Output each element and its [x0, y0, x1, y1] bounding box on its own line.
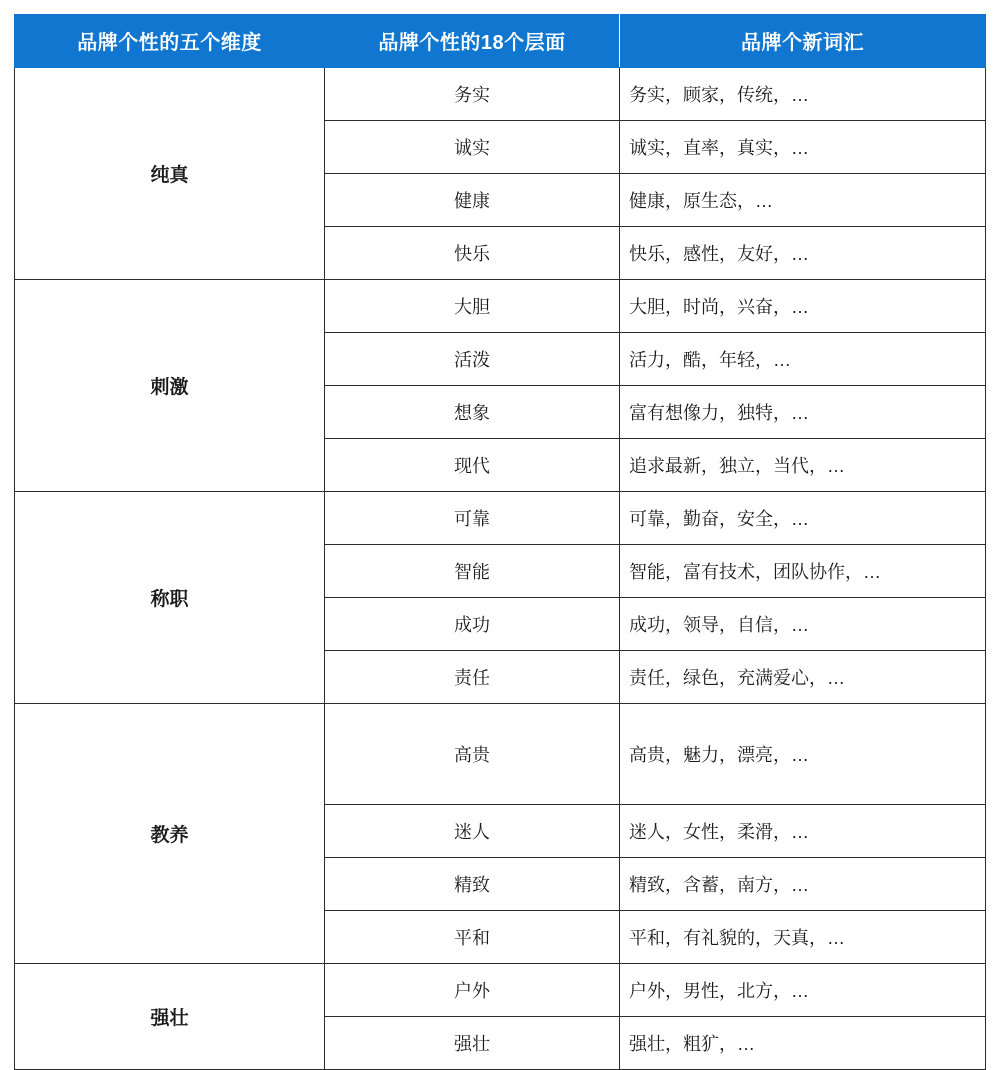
- facet-cell: 现代: [325, 439, 620, 492]
- words-cell: 高贵，魅力，漂亮，…: [620, 704, 986, 805]
- dimension-cell: 称职: [15, 492, 325, 704]
- facet-cell: 想象: [325, 386, 620, 439]
- header-row: [15, 15, 986, 68]
- facet-cell: 智能: [325, 545, 620, 598]
- facet-cell: 成功: [325, 598, 620, 651]
- words-cell: 可靠，勤奋，安全，…: [620, 492, 986, 545]
- words-cell: 诚实，直率，真实，…: [620, 121, 986, 174]
- facet-cell: 强壮: [325, 1017, 620, 1070]
- facet-cell: 健康: [325, 174, 620, 227]
- dimension-cell: 纯真: [15, 68, 325, 280]
- words-cell: 智能，富有技术，团队协作，…: [620, 545, 986, 598]
- facet-cell: 责任: [325, 651, 620, 704]
- table-body: [15, 68, 986, 1070]
- dimension-cell: 刺激: [15, 280, 325, 492]
- facet-cell: 户外: [325, 964, 620, 1017]
- words-cell: 健康，原生态，…: [620, 174, 986, 227]
- words-cell: 精致，含蓄，南方，…: [620, 858, 986, 911]
- table-header: [15, 15, 986, 68]
- facet-cell: 快乐: [325, 227, 620, 280]
- dimension-cell: 强壮: [15, 964, 325, 1070]
- column-header-words: 品牌个新词汇: [620, 15, 986, 68]
- brand-personality-table: [14, 14, 986, 1070]
- facet-cell: 高贵: [325, 704, 620, 805]
- words-cell: 迷人，女性，柔滑，…: [620, 805, 986, 858]
- words-cell: 务实，顾家，传统，…: [620, 68, 986, 121]
- facet-cell: 迷人: [325, 805, 620, 858]
- facet-cell: 诚实: [325, 121, 620, 174]
- facet-cell: 大胆: [325, 280, 620, 333]
- words-cell: 平和，有礼貌的，天真，…: [620, 911, 986, 964]
- words-cell: 强壮，粗犷，…: [620, 1017, 986, 1070]
- column-header-dimension: 品牌个性的五个维度: [15, 15, 325, 68]
- words-cell: 责任，绿色，充满爱心，…: [620, 651, 986, 704]
- column-header-facet: 品牌个性的18个层面: [325, 15, 620, 68]
- words-cell: 成功，领导，自信，…: [620, 598, 986, 651]
- dimension-cell: 教养: [15, 704, 325, 964]
- table-row: [15, 964, 986, 1017]
- words-cell: 活力，酷，年轻，…: [620, 333, 986, 386]
- words-cell: 富有想像力，独特，…: [620, 386, 986, 439]
- table-row: [15, 704, 986, 805]
- facet-cell: 可靠: [325, 492, 620, 545]
- facet-cell: 精致: [325, 858, 620, 911]
- table-row: [15, 492, 986, 545]
- words-cell: 快乐，感性，友好，…: [620, 227, 986, 280]
- words-cell: 户外，男性，北方，…: [620, 964, 986, 1017]
- facet-cell: 务实: [325, 68, 620, 121]
- words-cell: 追求最新，独立，当代，…: [620, 439, 986, 492]
- table-row: [15, 280, 986, 333]
- words-cell: 大胆，时尚，兴奋，…: [620, 280, 986, 333]
- facet-cell: 平和: [325, 911, 620, 964]
- facet-cell: 活泼: [325, 333, 620, 386]
- table-row: [15, 68, 986, 121]
